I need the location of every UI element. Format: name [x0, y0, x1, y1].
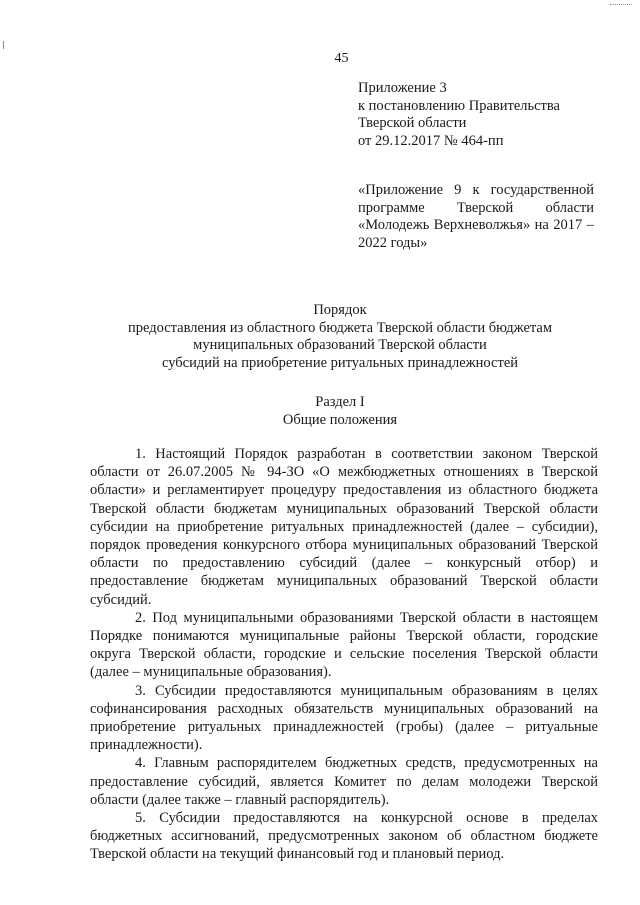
scan-edge-mark: [3, 41, 4, 49]
title-line: субсидий на приобретение ритуальных принадлежностей: [161, 354, 519, 371]
annex-line: к постановлению Правительства: [358, 97, 560, 114]
page-number: 45: [334, 51, 349, 66]
scan-corner-mark: [610, 4, 632, 6]
section-heading: [90, 393, 590, 429]
section-name: Общие положения: [282, 412, 398, 428]
paragraph: 1. Настоящий Порядок разработан в соответствии законом Тверской области от 26.07.2005 № 94-ЗО «О межбюджетных отношениях в Тверской области» и регламентирует процедуру предоставления из областного бюджета Тверской области бюджетам муниципальных образований Тверской области субсидии на приобретение ритуальных принадлежностей (далее – субсидии), порядок проведения конкурсного отбора муниципальных образований Тверской области по предоставлению субсидий (далее – конкурсный отбор) и предоставление бюджетам муниципальных образований Тверской области субсидий.: [90, 446, 598, 608]
document-title: [90, 302, 590, 372]
paragraph: 4. Главным распорядителем бюджетных средств, предусмотренных на предоставление субсидий, является Комитет по делам молодежи Тверской области (далее также – главный распорядитель).: [90, 755, 598, 808]
program-annex-reference: «Приложение 9 к государственной программе Тверской области «Молодежь Верхневолжья» на 2017 – 2022 годы»: [358, 182, 594, 251]
paragraph: 5. Субсидии предоставляются на конкурсной основе в пределах бюджетных ассигнований, предусмотренных законом об областном бюджете Тверской области на текущий финансовый год и плановый период.: [90, 810, 598, 863]
title-line: Порядок: [313, 302, 367, 318]
title-line: предоставления из областного бюджета Тверской области бюджетам: [127, 319, 553, 336]
annex-header: [358, 80, 598, 150]
paragraph: 2. Под муниципальными образованиями Тверской области в настоящем Порядке понимаются муниципальные районы Тверской области, городские округа Тверской области, городские и сельские поселения Тверской области (далее – муниципальные образования).: [90, 609, 598, 681]
annex-line: Приложение 3: [358, 80, 447, 96]
paragraph: 3. Субсидии предоставляются муниципальным образованиям в целях софинансирования расходных обязательств муниципальных образований на приобретение ритуальных принадлежностей (гробы) (далее – ритуальные принадлежности).: [90, 682, 598, 754]
annex-line: Тверской области: [358, 115, 467, 131]
annex-line: от 29.12.2017 № 464-пп: [358, 132, 504, 149]
section-number: Раздел I: [315, 394, 365, 410]
title-line: муниципальных образований Тверской области: [193, 337, 487, 353]
body-text: [90, 445, 598, 864]
